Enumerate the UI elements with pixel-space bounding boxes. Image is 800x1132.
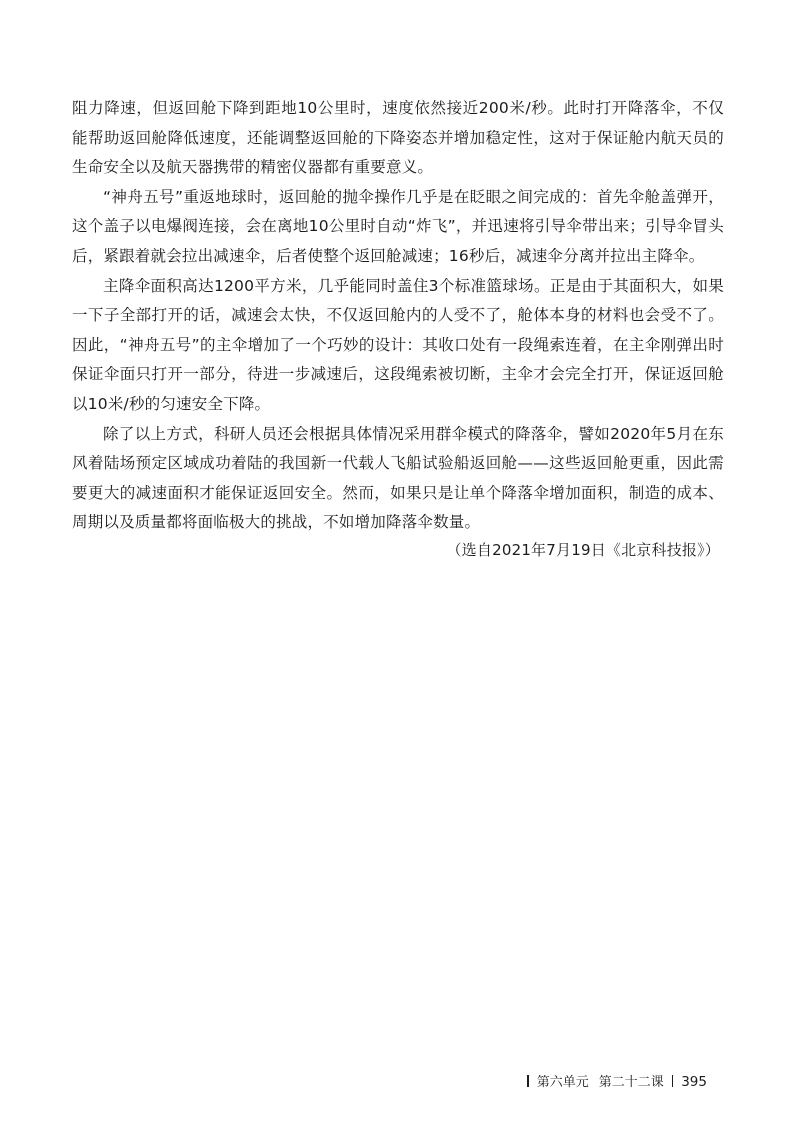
footer-divider — [527, 1075, 529, 1087]
source-citation: （选自2021年7月19日《北京科技报》） — [446, 541, 720, 559]
paragraph-continued: 阻力降速，但返回舱下降到距地10公里时，速度依然接近200米/秒。此时打开降落伞，不仅能帮助返回舱降低速度，还能调整返回舱的下降姿态并增加稳定性，这对于保证舱内航天员的生命安全以及航天器携带的精密仪器都有重要意义。 — [72, 99, 724, 177]
footer-lesson: 第二十二课 — [598, 1075, 664, 1090]
page-number: 395 — [681, 1074, 707, 1090]
page-footer — [519, 1072, 707, 1093]
footer-unit: 第六单元 — [536, 1075, 589, 1090]
article-body — [72, 94, 724, 538]
paragraph: 除了以上方式，科研人员还会根据具体情况采用群伞模式的降落伞，譬如2020年5月在东风着陆场预定区域成功着陆的我国新一代载人飞船试验船返回舱——这些返回舱更重，因此需要更大的减速面积才能保证返回安全。然而，如果只是让单个降落伞增加面积，制造的成本、周期以及质量都将面临极大的挑战，不如增加降落伞数量。 — [72, 424, 724, 532]
paragraph: “神舟五号”重返地球时，返回舱的抛伞操作几乎是在眨眼之间完成的：首先伞舱盖弹开，这个盖子以电爆阀连接，会在离地10公里时自动“炸飞”，并迅速将引导伞带出来；引导伞冒头后，紧跟着就会拉出减速伞，后者使整个返回舱减速；16秒后，减速伞分离并拉出主降伞。 — [72, 187, 724, 265]
footer-divider — [672, 1075, 674, 1087]
paragraph: 主降伞面积高达1200平方米，几乎能同时盖住3个标准篮球场。正是由于其面积大，如果一下子全部打开的话，减速会太快，不仅返回舱内的人受不了，舱体本身的材料也会受不了。因此，“神舟五号”的主伞增加了一个巧妙的设计：其收口处有一段绳索连着，在主伞刚弹出时保证伞面只打开一部分，待进一步减速后，这段绳索被切断，主伞才会完全打开，保证返回舱以10米/秒的匀速安全下降。 — [72, 276, 724, 413]
